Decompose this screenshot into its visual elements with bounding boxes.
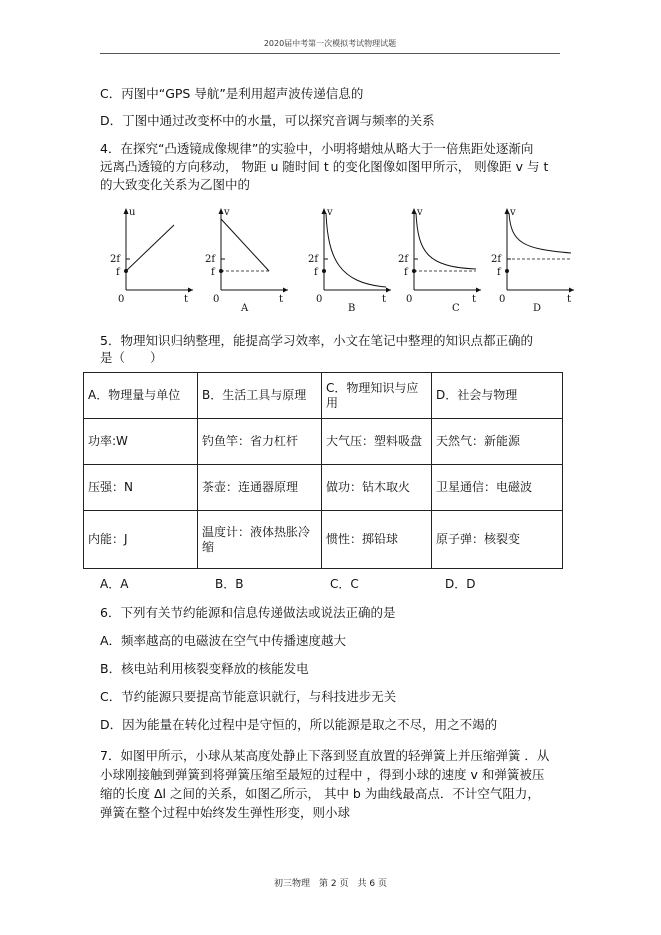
origin-label: 0: [406, 294, 413, 305]
q4-text-line-3: 的大致变化关系为乙图中的: [100, 177, 251, 192]
table-cell: 卫星通信：电磁波: [432, 465, 563, 511]
tick-f-label: f: [116, 267, 120, 278]
x-label: t: [279, 294, 284, 305]
graph-option-d: [489, 205, 589, 318]
table-cell: 功率:W: [84, 419, 198, 465]
tick-2f-label: 2f: [308, 254, 319, 265]
table-cell: 压强：N: [84, 465, 198, 511]
table-cell: 惯性：掷铅球: [322, 511, 432, 569]
y-label: u: [129, 207, 136, 218]
f-point: [124, 269, 128, 273]
table-cell: 天然气：新能源: [432, 419, 563, 465]
table-row: [84, 465, 563, 511]
q5-options: [100, 575, 560, 592]
origin-label: 0: [118, 294, 125, 305]
origin-label: 0: [499, 294, 506, 305]
table-row: [84, 419, 563, 465]
tick-2f-label: 2f: [205, 254, 216, 265]
table-cell: 做功：钻木取火: [322, 465, 432, 511]
caption: B: [348, 303, 356, 314]
table-cell: 大气压：塑料吸盘: [322, 419, 432, 465]
origin-label: 0: [316, 294, 323, 305]
graph-option-a: [203, 205, 293, 318]
tick-f-label: f: [497, 267, 501, 278]
q6-option-a: A．频率越高的电磁波在空气中传播速度越大: [100, 633, 347, 648]
u-line: [126, 225, 174, 271]
tick-2f-label: 2f: [398, 254, 409, 265]
tick-2f-label: 2f: [110, 254, 121, 265]
y-label: v: [327, 207, 333, 218]
v-curve: [509, 213, 571, 253]
q3-option-d: D．丁图中通过改变杯中的水量，可以探究音调与频率的关系: [100, 113, 435, 128]
x-arrow: [188, 288, 193, 293]
table-header-cell: D．社会与物理: [432, 373, 563, 419]
y-arrow: [124, 208, 129, 214]
table-cell: 钓鱼竿：省力杠杆: [198, 419, 322, 465]
q5-option-a: A．A: [100, 577, 129, 591]
q6-option-c: C．节约能源只要提高节能意识就行，与科技进步无关: [100, 689, 397, 704]
q6-option-d: D．因为能量在转化过程中是守恒的，所以能源是取之不尽，用之不竭的: [100, 717, 498, 732]
v-curve: [416, 213, 476, 269]
table-header-cell: A．物理量与单位: [84, 373, 198, 419]
q5-option-b: B．B: [215, 577, 244, 591]
q6-option-b: B．核电站利用核裂变释放的核能发电: [100, 661, 309, 676]
y-label: v: [510, 207, 516, 218]
y-label: v: [417, 207, 423, 218]
table-cell: 温度计：液体热胀冷缩: [198, 511, 322, 569]
origin-label: 0: [213, 294, 220, 305]
v-line: [221, 219, 269, 271]
tick-f-label: f: [404, 267, 408, 278]
tick-2f-label: 2f: [491, 254, 502, 265]
x-label: t: [382, 294, 387, 305]
q5-text-line-1: 5．物理知识归纳整理，能提高学习效率，小文在笔记中整理的知识点都正确的: [100, 333, 533, 348]
q4-text-line-2: 远离凸透镜的方向移动， 物距 u 随时间 t 的变化图像如图甲所示， 则像距 v 与 t: [100, 159, 549, 174]
table-header-cell: C．物理知识与应用: [322, 373, 432, 419]
q5-text-line-2: 是（ ）: [100, 350, 163, 365]
table-cell: 内能：J: [84, 511, 198, 569]
table-header-row: [84, 373, 563, 419]
tick-f-label: f: [211, 267, 215, 278]
tick-f-label: f: [314, 267, 318, 278]
caption: D: [533, 303, 542, 314]
x-label: t: [184, 294, 189, 305]
q3-option-c: C．丙图中“GPS 导航”是利用超声波传递信息的: [100, 86, 364, 101]
graph-option-c: [396, 205, 486, 318]
graph-u-t: [108, 205, 198, 318]
x-label: t: [472, 294, 477, 305]
graph-option-b: [306, 205, 396, 318]
page-footer: 初三物理 第 2 页 共 6 页: [274, 879, 387, 889]
table-cell: 原子弹：核裂变: [432, 511, 563, 569]
page-header: 2020届中考第一次模拟考试物理试题: [100, 38, 560, 54]
q5-option-d: D．D: [445, 577, 476, 591]
table-row: [84, 511, 563, 569]
q4-text-line-1: 4．在探究“凸透镜成像规律”的实验中，小明将蜡烛从略大于一倍焦距处逐渐向: [100, 141, 534, 156]
v-curve: [326, 213, 386, 287]
table-header-cell: B．生活工具与原理: [198, 373, 322, 419]
caption: C: [452, 303, 460, 314]
q7-text-line-1: 7．如图甲所示，小球从某高度处静止下落到竖直放置的轻弹簧上并压缩弹簧 ．从: [100, 748, 550, 763]
q6-stem: 6．下列有关节约能源和信息传递做法或说法正确的是: [100, 605, 396, 620]
q7-text-line-2: 小球刚接触到弹簧到将弹簧压缩至最短的过程中 ，得到小球的速度 v 和弹簧被压: [100, 767, 545, 782]
x-label: t: [567, 294, 572, 305]
table-cell: 茶壶：连通器原理: [198, 465, 322, 511]
caption: A: [241, 303, 249, 314]
q7-text-line-3: 缩的长度 Δl 之间的关系，如图乙所示， 其中 b 为曲线最高点．不计空气阻力，: [100, 786, 540, 801]
y-label: v: [224, 207, 230, 218]
q5-option-c: C．C: [330, 577, 359, 591]
knowledge-table: [83, 372, 563, 569]
q7-text-line-4: 弹簧在整个过程中始终发生弹性形变，则小球: [100, 805, 351, 820]
